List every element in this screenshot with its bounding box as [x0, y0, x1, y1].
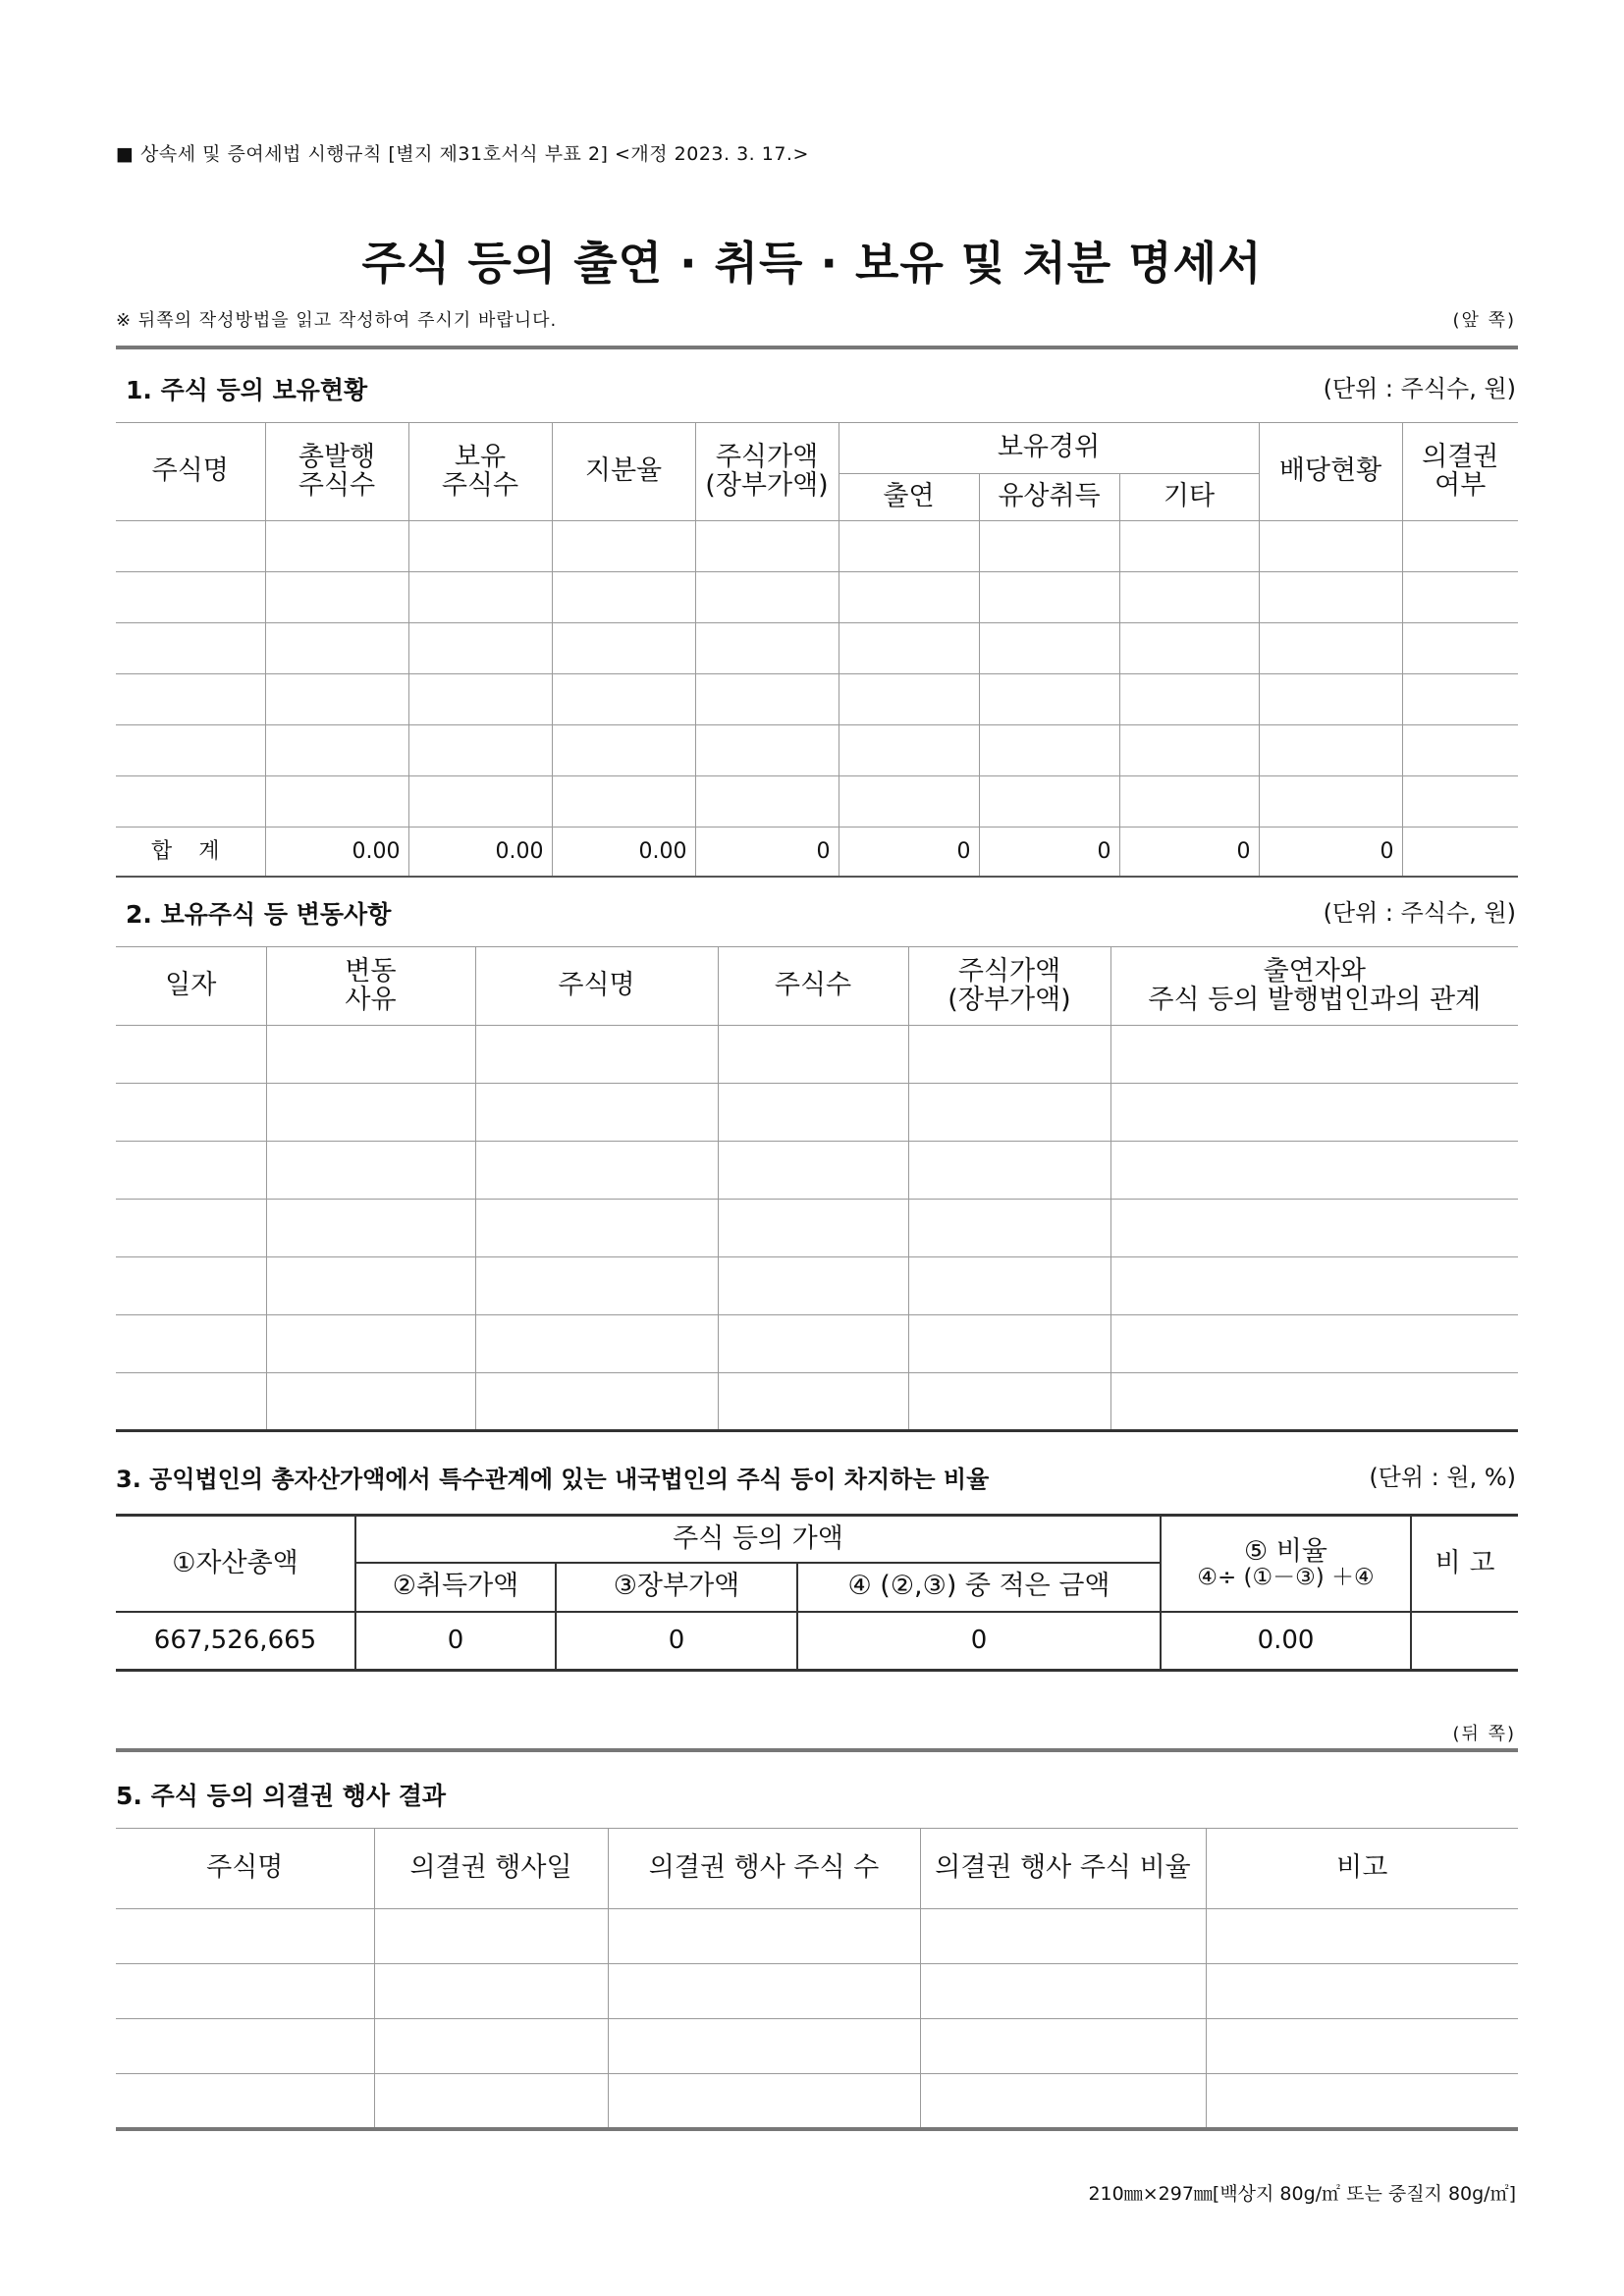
table-row	[116, 2074, 1518, 2129]
section1-title: 1. 주식 등의 보유현황	[126, 376, 368, 404]
contribution-sum: 0	[839, 828, 979, 877]
total-label: 합 계	[116, 828, 265, 877]
total-row	[116, 828, 1518, 877]
col-held-shares: 보유 주식수	[408, 423, 552, 521]
table-row	[116, 572, 1518, 623]
lesser-amount-value[interactable]: 0	[797, 1612, 1161, 1671]
paper-spec: 210㎜×297㎜[백상지 80g/㎡ 또는 중질지 80g/㎡]	[1088, 2183, 1516, 2205]
table-row	[116, 521, 1518, 572]
table-row	[116, 1142, 1518, 1200]
remarks-value[interactable]	[1411, 1612, 1518, 1671]
col-stock-name: 주식명	[116, 1829, 374, 1909]
col-total-assets: ①자산총액	[116, 1516, 355, 1612]
section3-unit: (단위 : 원, %)	[1369, 1464, 1516, 1491]
table-row	[116, 776, 1518, 828]
dividend-sum: 0	[1259, 828, 1402, 877]
total-issued-sum: 0.00	[265, 828, 408, 877]
table-row	[116, 1257, 1518, 1315]
col-lesser-amount: ④ (②,③) 중 적은 금액	[797, 1563, 1161, 1612]
table-row	[116, 2019, 1518, 2074]
acquisition-value[interactable]: 0	[355, 1612, 556, 1671]
ratio-value[interactable]: 0.00	[1161, 1612, 1411, 1671]
ratio-title: ⑤ 비율	[1244, 1535, 1327, 1567]
col-contribution: 출연	[839, 474, 979, 521]
holdings-table	[116, 422, 1518, 878]
table-row	[116, 725, 1518, 776]
col-acquisition-value: ②취득가액	[355, 1563, 556, 1612]
ratio-formula: ④÷ (①－③) ＋④	[1197, 1564, 1375, 1590]
col-paid-acquisition: 유상취득	[979, 474, 1119, 521]
col-exercise-ratio: 의결권 행사 주식 비율	[920, 1829, 1206, 1909]
col-dividend: 배당현황	[1259, 423, 1402, 521]
changes-table	[116, 946, 1518, 1432]
col-stock-value: 주식가액 (장부가액)	[908, 947, 1110, 1026]
section1-unit: (단위 : 주식수, 원)	[1323, 375, 1516, 402]
paid-acquisition-sum: 0	[979, 828, 1119, 877]
col-ownership-ratio: 지분율	[552, 423, 695, 521]
col-remarks: 비 고	[1411, 1516, 1518, 1612]
table-row	[116, 1026, 1518, 1084]
col-remarks: 비고	[1206, 1829, 1518, 1909]
table-row	[116, 1612, 1518, 1671]
col-holding-path: 보유경위	[839, 423, 1259, 474]
table-row	[116, 1909, 1518, 1964]
col-stock-name: 주식명	[475, 947, 718, 1026]
divider-line	[116, 346, 1518, 349]
voting-right-sum	[1402, 828, 1518, 877]
section2-title: 2. 보유주식 등 변동사항	[126, 900, 392, 929]
table-row	[116, 1964, 1518, 2019]
col-exercise-date: 의결권 행사일	[374, 1829, 608, 1909]
table-row	[116, 1373, 1518, 1431]
front-side-label: (앞 쪽)	[1452, 310, 1516, 331]
col-ratio	[1161, 1516, 1411, 1612]
table-row	[116, 1315, 1518, 1373]
other-sum: 0	[1119, 828, 1259, 877]
table-row	[116, 1200, 1518, 1257]
col-book-value: ③장부가액	[556, 1563, 797, 1612]
section2-unit: (단위 : 주식수, 원)	[1323, 899, 1516, 927]
divider-line	[116, 1748, 1518, 1752]
stock-value-sum: 0	[695, 828, 839, 877]
law-reference: ■ 상속세 및 증여세법 시행규칙 [별지 제31호서식 부표 2] <개정 2023. 3. 17.>	[116, 143, 809, 165]
ownership-ratio-sum: 0.00	[552, 828, 695, 877]
ratio-table	[116, 1514, 1518, 1672]
col-change-reason: 변동 사유	[266, 947, 475, 1026]
document-title: 주식 등의 출연 · 취득 · 보유 및 처분 명세서	[361, 237, 1263, 290]
table-row	[116, 1084, 1518, 1142]
instructions-notice: ※ 뒤쪽의 작성방법을 읽고 작성하여 주시기 바랍니다.	[116, 310, 558, 331]
table-row	[116, 623, 1518, 674]
col-stock-name: 주식명	[116, 423, 265, 521]
section5-title: 5. 주식 등의 의결권 행사 결과	[116, 1782, 447, 1810]
col-stock-value-group: 주식 등의 가액	[355, 1516, 1161, 1563]
col-voting-right: 의결권 여부	[1402, 423, 1518, 521]
total-assets-value[interactable]: 667,526,665	[116, 1612, 355, 1671]
col-total-issued: 총발행 주식수	[265, 423, 408, 521]
table-row	[116, 674, 1518, 725]
col-date: 일자	[116, 947, 266, 1026]
held-shares-sum: 0.00	[408, 828, 552, 877]
voting-table	[116, 1828, 1518, 2131]
section3-title: 3. 공익법인의 총자산가액에서 특수관계에 있는 내국법인의 주식 등이 차지하는 비율	[116, 1466, 990, 1493]
col-shares: 주식수	[718, 947, 908, 1026]
col-other: 기타	[1119, 474, 1259, 521]
col-relation: 출연자와 주식 등의 발행법인과의 관계	[1110, 947, 1518, 1026]
back-side-label: (뒤 쪽)	[1452, 1724, 1516, 1744]
col-stock-value: 주식가액 (장부가액)	[695, 423, 839, 521]
book-value[interactable]: 0	[556, 1612, 797, 1671]
col-exercise-shares: 의결권 행사 주식 수	[608, 1829, 920, 1909]
